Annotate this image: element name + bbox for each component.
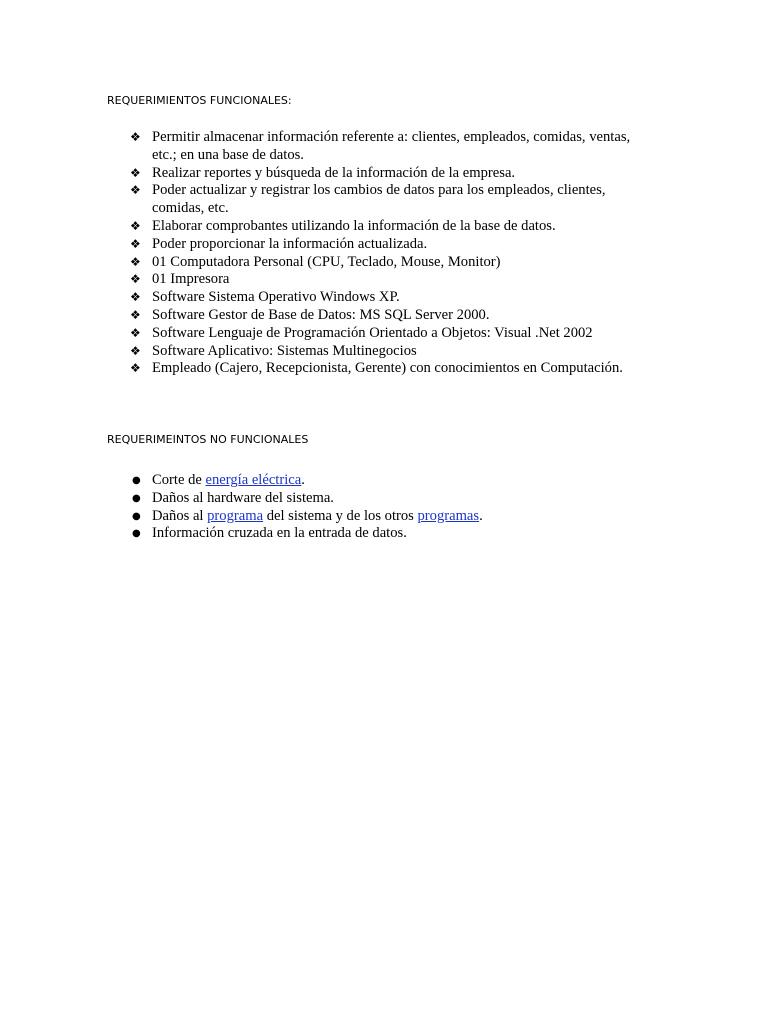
dot-bullet-icon: ● <box>132 528 141 540</box>
diamond-bullet-icon: ❖ <box>130 218 141 233</box>
list-item-text: Permitir almacenar información referente a: clientes, empleados, comidas, ventas, etc.; en una base de datos. <box>152 129 631 163</box>
non-functional-requirements-heading: REQUERIMEINTOS NO FUNCIONALES <box>107 433 309 446</box>
diamond-bullet-icon: ❖ <box>130 165 141 180</box>
diamond-bullet-icon: ❖ <box>130 290 141 305</box>
list-item-text: Poder proporcionar la información actualizada. <box>152 235 428 252</box>
list-item-text: Daños al hardware del sistema. <box>152 489 334 506</box>
list-item-text: Daños al programa del sistema y de los otros programas. <box>152 507 483 524</box>
diamond-bullet-icon: ❖ <box>130 254 141 269</box>
diamond-bullet-icon: ❖ <box>130 325 141 340</box>
list-item <box>130 508 650 526</box>
diamond-bullet-icon: ❖ <box>130 361 141 376</box>
dot-bullet-icon: ● <box>132 492 141 504</box>
diamond-bullet-icon: ❖ <box>130 272 141 287</box>
list-item <box>130 182 650 218</box>
list-item <box>130 325 650 343</box>
list-item-text: 01 Computadora Personal (CPU, Teclado, Mouse, Monitor) <box>152 253 501 270</box>
list-item-text: Empleado (Cajero, Recepcionista, Gerente) con conocimientos en Computación. <box>152 360 623 377</box>
list-item-text: Corte de energía eléctrica. <box>152 472 305 488</box>
list-item <box>130 360 650 378</box>
programas-link[interactable]: programas <box>417 507 480 524</box>
list-item-text: 01 Impresora <box>152 271 230 288</box>
list-item <box>130 218 650 236</box>
list-item <box>130 343 650 361</box>
list-item-text: Software Sistema Operativo Windows XP. <box>152 289 400 306</box>
list-item <box>130 472 650 490</box>
list-item <box>130 129 650 165</box>
list-item <box>130 254 650 272</box>
list-item <box>130 307 650 325</box>
list-item-text: Software Gestor de Base de Datos: MS SQL Server 2000. <box>152 306 490 323</box>
list-item-text: Software Aplicativo: Sistemas Multinegocios <box>152 342 417 359</box>
diamond-bullet-icon: ❖ <box>130 183 141 198</box>
functional-requirements-list <box>130 129 650 378</box>
list-item-text: Información cruzada en la entrada de datos. <box>152 525 407 542</box>
list-item <box>130 525 650 543</box>
list-item <box>130 236 650 254</box>
non-functional-requirements-list <box>130 472 650 543</box>
diamond-bullet-icon: ❖ <box>130 343 141 358</box>
dot-bullet-icon: ● <box>132 475 141 486</box>
list-item <box>130 289 650 307</box>
list-item <box>130 271 650 289</box>
diamond-bullet-icon: ❖ <box>130 130 141 144</box>
list-item-text: Poder actualizar y registrar los cambios de datos para los empleados, clientes, comidas, etc. <box>152 182 606 217</box>
list-item <box>130 165 650 183</box>
energia-electrica-link[interactable]: energía eléctrica <box>205 472 302 488</box>
programa-link[interactable]: programa <box>207 507 264 524</box>
functional-requirements-heading: REQUERIMIENTOS FUNCIONALES: <box>107 94 292 107</box>
diamond-bullet-icon: ❖ <box>130 307 141 322</box>
list-item-text: Realizar reportes y búsqueda de la información de la empresa. <box>152 164 516 181</box>
list-item <box>130 490 650 508</box>
list-item-text: Elaborar comprobantes utilizando la información de la base de datos. <box>152 217 556 234</box>
diamond-bullet-icon: ❖ <box>130 236 141 251</box>
dot-bullet-icon: ● <box>132 510 141 522</box>
list-item-text: Software Lenguaje de Programación Orientado a Objetos: Visual .Net 2002 <box>152 324 593 341</box>
